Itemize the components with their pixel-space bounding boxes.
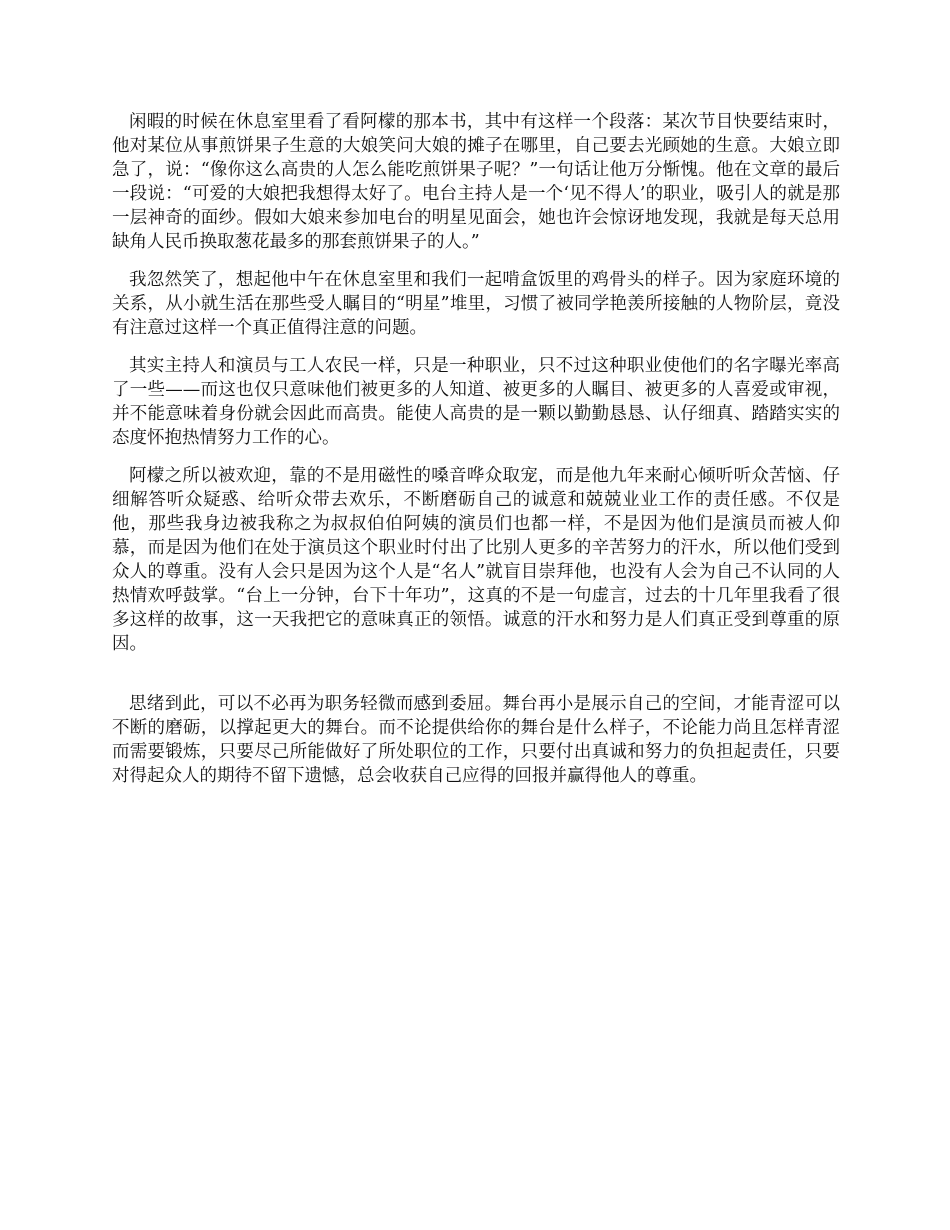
paragraph-4: 阿檬之所以被欢迎，靠的不是用磁性的嗓音哗众取宠，而是他九年来耐心倾听听众苦恼、仔细解答听众疑惑、给听众带去欢乐，不断磨砺自己的诚意和兢兢业业工作的责任感。不仅是他，那些我身边被我称之为叔叔伯伯阿姨的演员们也都一样，不是因为他们是演员而被人仰慕，而是因为他们在处于演员这个职业时付出了比别人更多的辛苦努力的汗水，所以他们受到众人的尊重。没有人会只是因为这个人是“名人”就盲目崇拜他，也没有人会为自己不认同的人热情欢呼鼓掌。“台上一分钟，台下十年功”，这真的不是一句虚言，过去的十几年里我看了很多这样的故事，这一天我把它的意味真正的领悟。诚意的汗水和努力是人们真正受到尊重的原因。: [112, 466, 840, 654]
paragraph-1: 闲暇的时候在休息室里看了看阿檬的那本书，其中有这样一个段落：某次节目快要结束时，他对某位从事煎饼果子生意的大娘笑问大娘的摊子在哪里，自己要去光顾她的生意。大娘立即急了，说：“像你这么高贵的人怎么能吃煎饼果子呢？”一句话让他万分惭愧。他在文章的最后一段说：“可爱的大娘把我想得太好了。电台主持人是一个‘见不得人’的职业，吸引人的就是那一层神奇的面纱。假如大娘来参加电台的明星见面会，她也许会惊讶地发现，我就是每天总用缺角人民币换取葱花最多的那套煎饼果子的人。”: [112, 112, 840, 252]
paragraph-3: 其实主持人和演员与工人农民一样，只是一种职业，只不过这种职业使他们的名字曝光率高了一些——而这也仅只意味他们被更多的人知道、被更多的人瞩目、被更多的人喜爱或审视，并不能意味着身份就会因此而高贵。能使人高贵的是一颗以勤勤恳恳、认仔细真、踏踏实实的态度怀抱热情努力工作的心。: [112, 356, 840, 448]
document-page: [112, 110, 840, 802]
paragraph-2: 我忽然笑了，想起他中午在休息室里和我们一起啃盒饭里的鸡骨头的样子。因为家庭环境的关系，从小就生活在那些受人瞩目的“明星”堆里，习惯了被同学艳羡所接触的人物阶层，竟没有注意过这样一个真正值得注意的问题。: [112, 270, 840, 338]
paragraph-5: 思绪到此，可以不必再为职务轻微而感到委屈。舞台再小是展示自己的空间，才能青涩可以不断的磨砺，以撑起更大的舞台。而不论提供给你的舞台是什么样子，不论能力尚且怎样青涩而需要锻炼，只要尽己所能做好了所处职位的工作，只要付出真诚和努力的负担起责任，只要对得起众人的期待不留下遗憾，总会收获自己应得的回报并赢得他人的尊重。: [112, 694, 840, 786]
